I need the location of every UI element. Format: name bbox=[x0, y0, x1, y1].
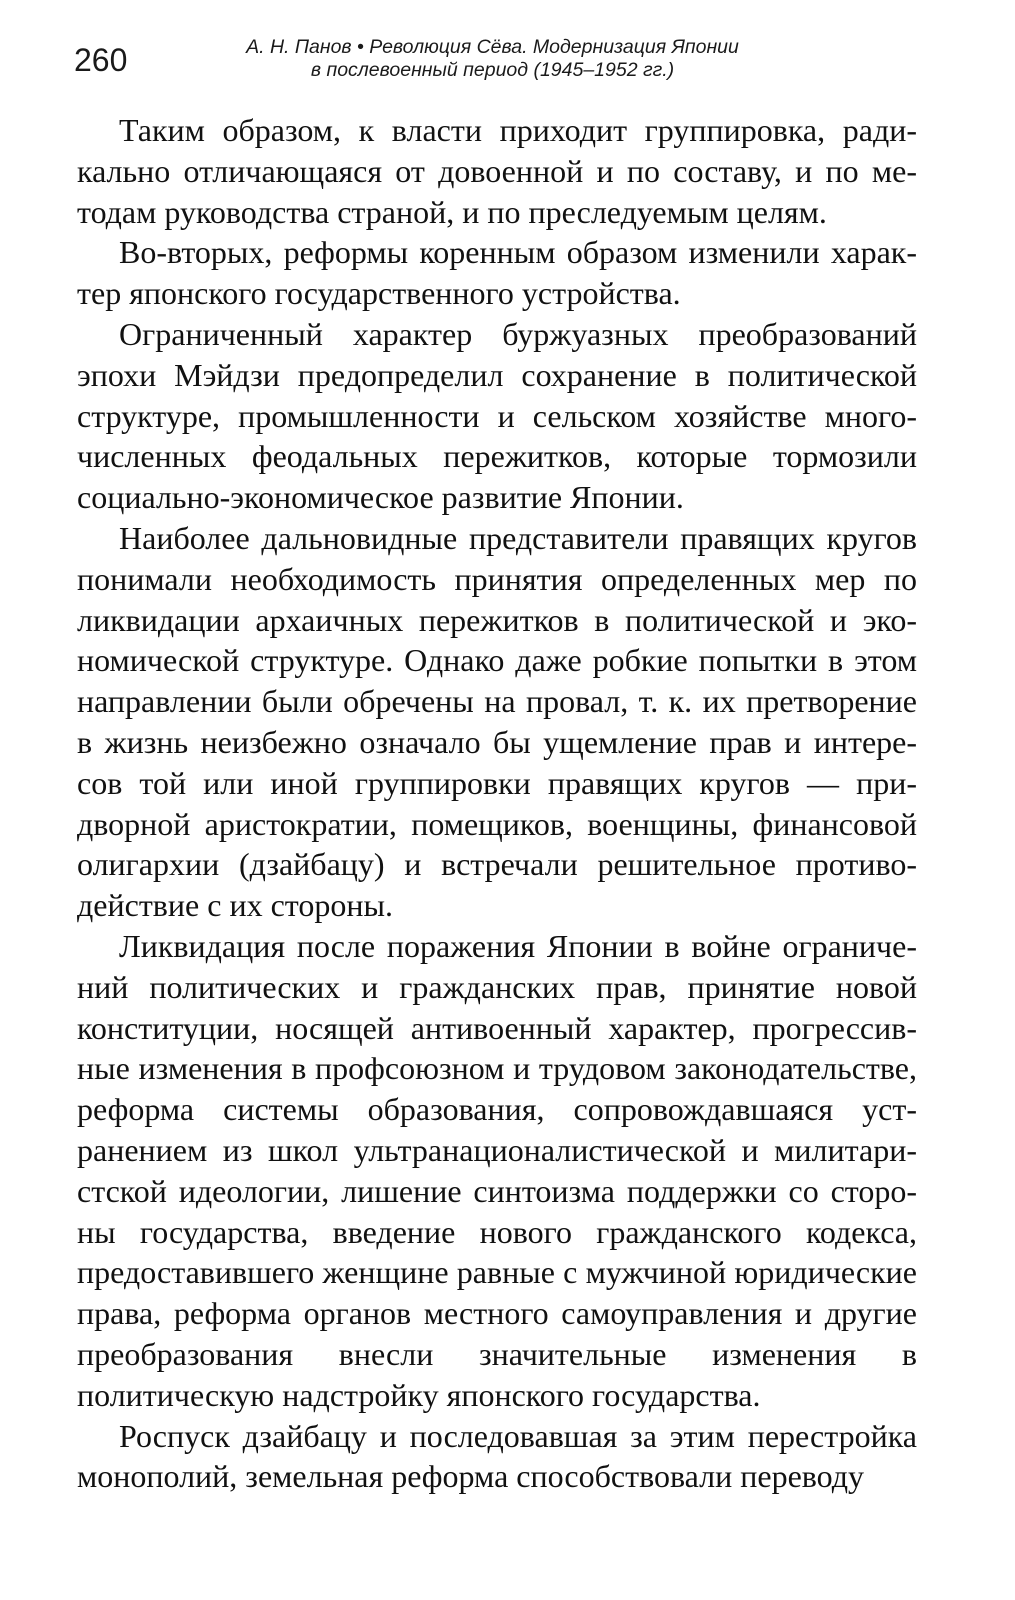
paragraph-4: Наиболее дальновидные представители правящих кругов понимали необходимость принятия определенных мер по ликвидации архаичных пережитков в политической и экономической структуре. Однако даже робкие попытки в этом направлении были обречены на провал, т. к. их претворение в жизнь неизбежно означало бы ущемление прав и интересов той или иной группировки правящих кругов — придворной аристократии, помещиков, военщины, финансовой олигархии (дзайбацу) и встречали решительное противодействие с их стороны. bbox=[77, 519, 917, 924]
page-number: 260 bbox=[74, 42, 128, 78]
paragraph-3: Ограниченный характер буржуазных преобразований эпохи Мэйдзи предопределил сохранение в политической структуре, промышленности и сельском хозяйстве многочисленных феодальных пережитков, которые тормозили социально-экономическое развитие Японии. bbox=[77, 315, 917, 516]
paragraph-2: Во-вторых, реформы коренным образом изменили характер японского государственного устройства. bbox=[77, 234, 917, 312]
body-text bbox=[77, 110, 917, 1497]
running-head-subtitle: в послевоенный период (1945–1952 гг.) bbox=[310, 59, 675, 81]
paragraph-5: Ликвидация после поражения Японии в войне ограничений политических и гражданских прав, принятие новой конституции, носящей антивоенный характер, прогрессивные изменения в профсоюзном и трудовом законодательстве, реформа системы образования, сопровождавшаяся устранением из школ ультранационалистической и милитаристской идеологии, лишение синтоизма поддержки со стороны государства, введение нового гражданского кодекса, предоставившего женщине равные с мужчиной юридические права, реформа органов местного самоуправления и другие преобразования внесли значительные изменения в политическую надстройку японского государства. bbox=[77, 927, 917, 1413]
running-head-author-title: А. Н. Панов • Революция Сёва. Модернизация Японии bbox=[246, 36, 739, 58]
paragraph-1: Таким образом, к власти приходит группировка, радикально отличающаяся от довоенной и по составу, и по методам руководства страной, и по преследуемым целям. bbox=[77, 112, 917, 230]
paragraph-6: Роспуск дзайбацу и последовавшая за этим перестройка монополий, земельная реформа способствовали переводу bbox=[77, 1417, 917, 1495]
running-head bbox=[230, 36, 755, 82]
